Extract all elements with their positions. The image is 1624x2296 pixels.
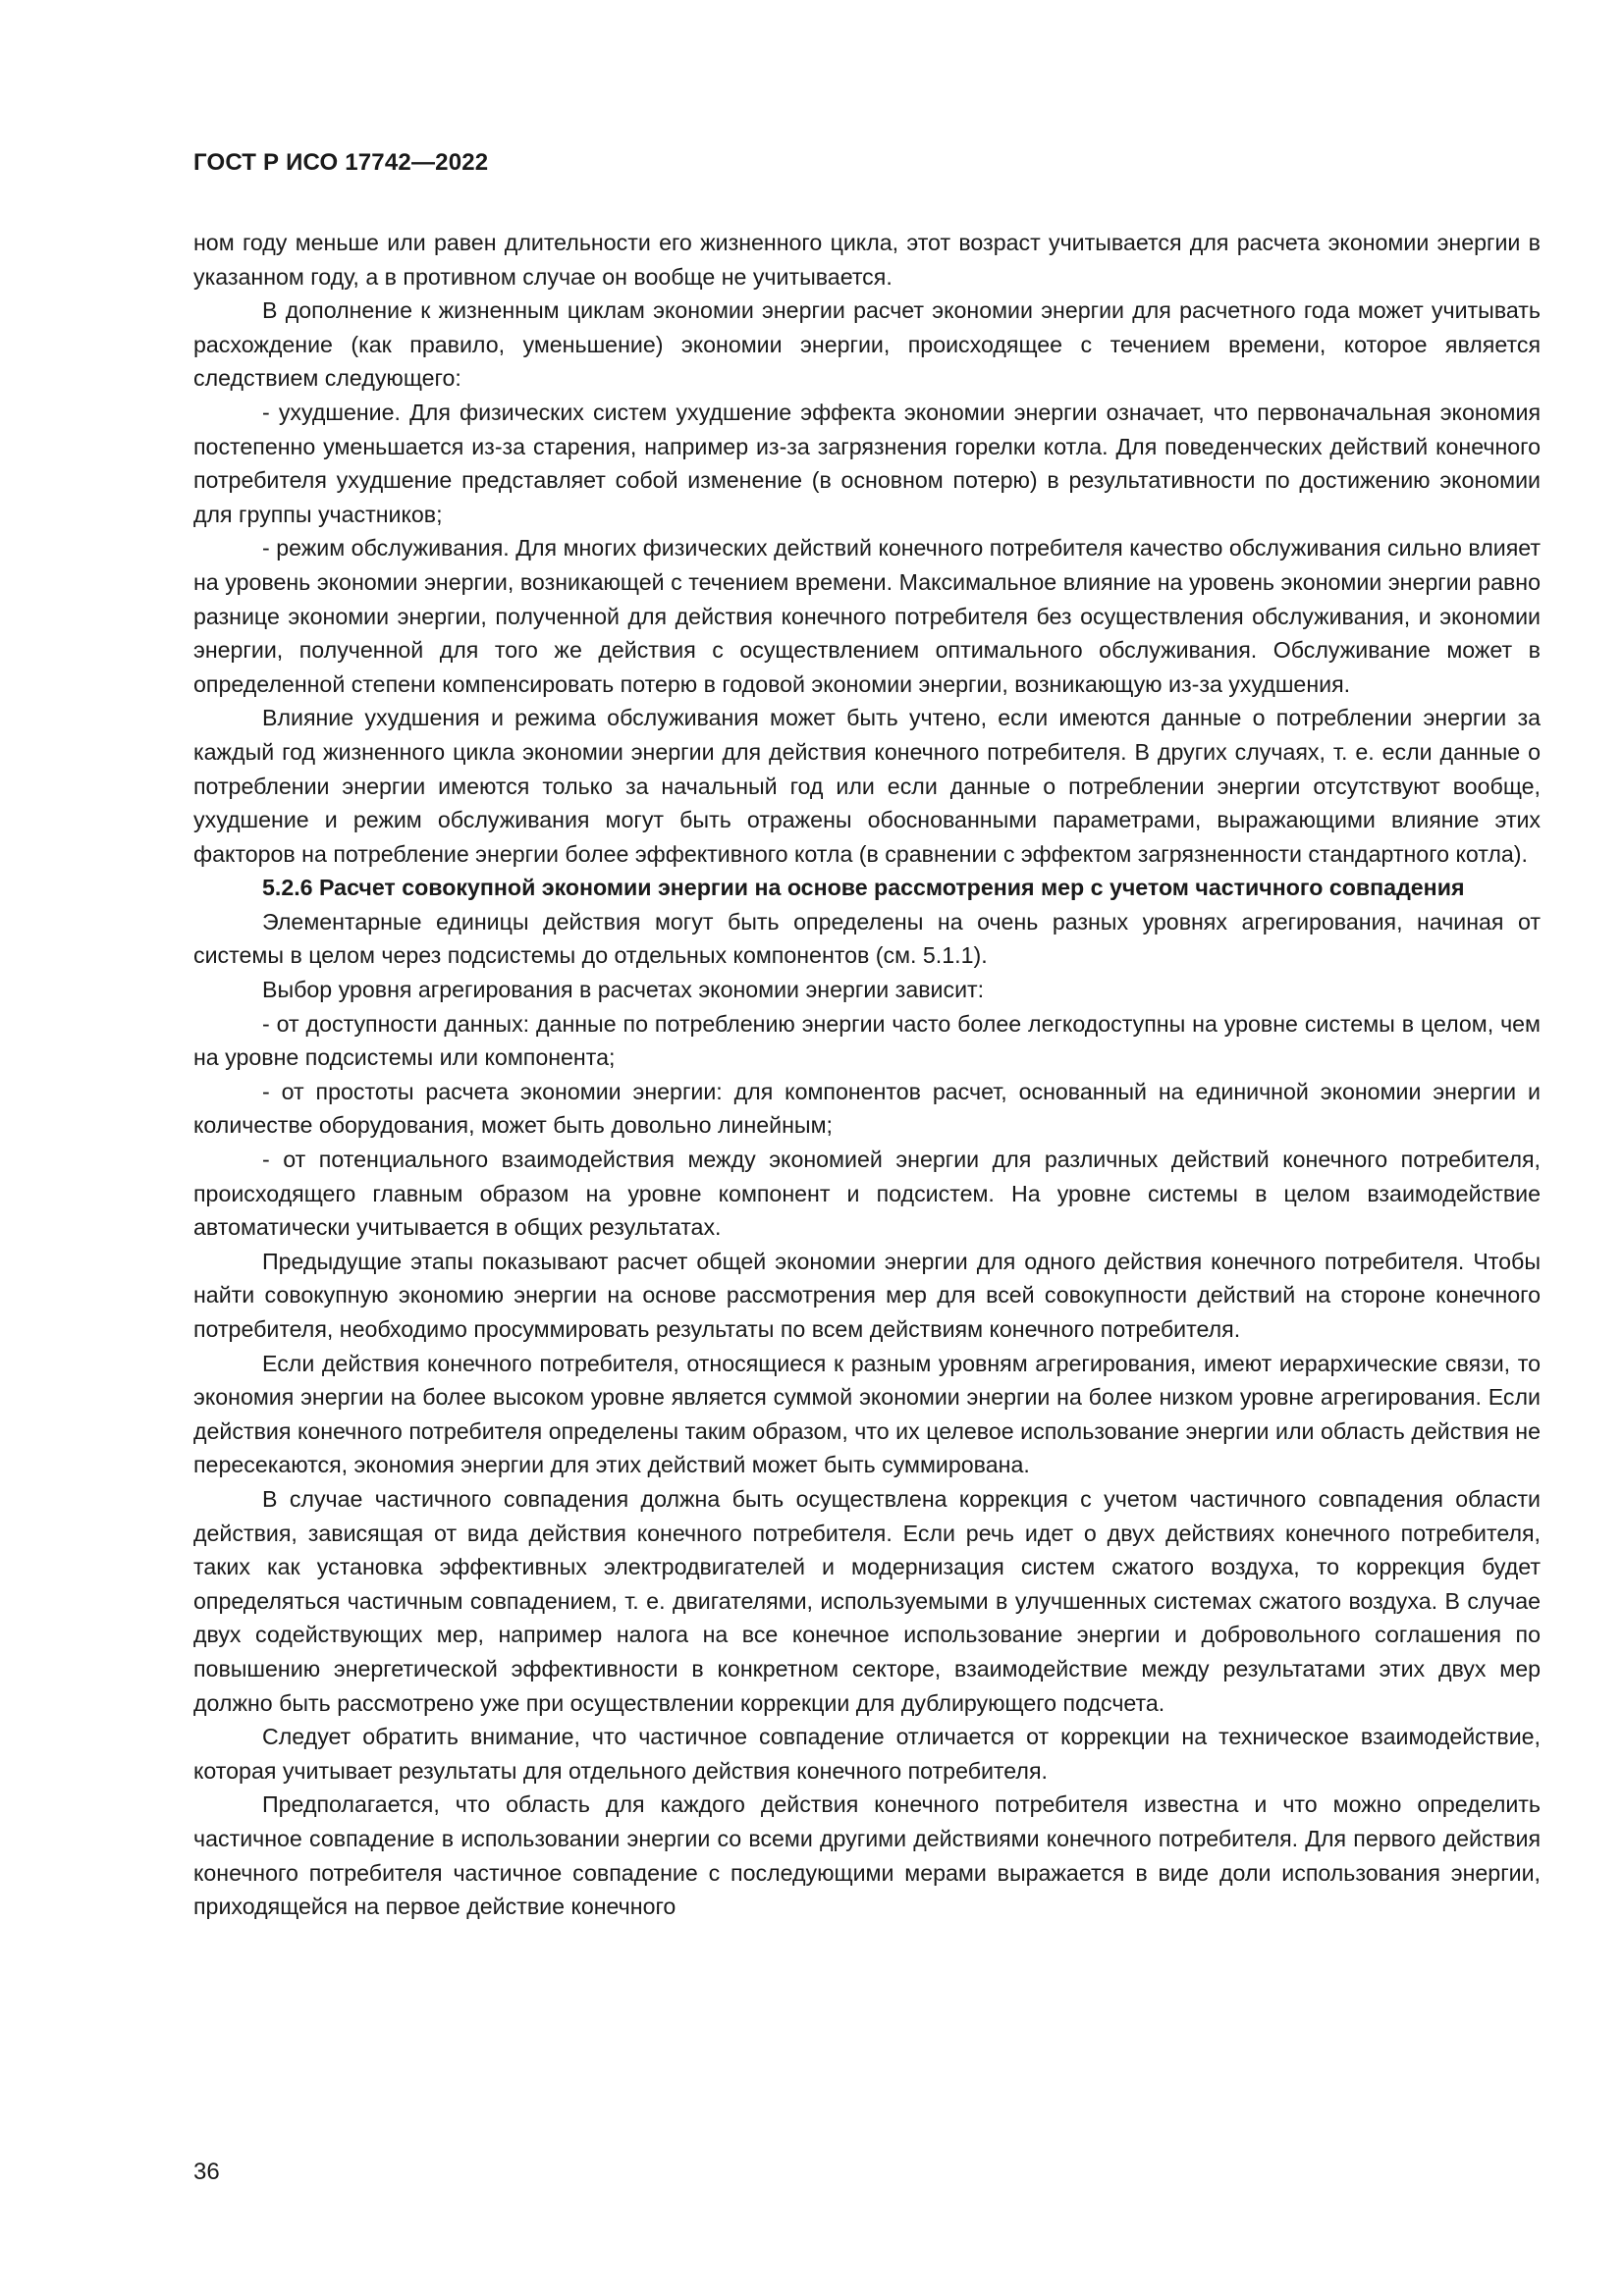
page-number: 36 — [193, 2159, 220, 2185]
paragraph: Следует обратить внимание, что частичное совпадение отличается от коррекции на техническое взаимодействие, которая учитывает результаты для отдельного действия конечного потребителя. — [193, 1724, 1541, 1784]
list-item: - от потенциального взаимодействия между экономией энергии для различных действий конечного потребителя, происходящего главным образом на уровне компонент и подсистем. На уровне системы в целом взаимодействие автоматически учитывается в общих результатах. — [193, 1147, 1541, 1241]
paragraph: В дополнение к жизненным циклам экономии энергии расчет экономии энергии для расчетного года может учитывать расхождение (как правило, уменьшение) экономии энергии, происходящее с течением времени, которое является следствием следующего: — [193, 297, 1541, 392]
paragraph: ном году меньше или равен длительности его жизненного цикла, этот возраст учитывается для расчета экономии энергии в указанном году, а в противном случае он вообще не учитывается. — [193, 230, 1541, 290]
body-text — [193, 226, 1541, 1924]
list-item: - от доступности данных: данные по потреблению энергии часто более легкодоступны на уровне системы в целом, чем на уровне подсистемы или компонента; — [193, 1010, 1541, 1071]
standard-header: ГОСТ Р ИСО 17742—2022 — [193, 149, 489, 176]
paragraph: Предыдущие этапы показывают расчет общей экономии энергии для одного действия конечного потребителя. Чтобы найти совокупную экономию энергии на основе рассмотрения мер для всей совокупности действий на стороне конечного потребителя, необходимо просуммировать результаты по всем действиям конечного потребителя. — [193, 1248, 1541, 1342]
paragraph: Влияние ухудшения и режима обслуживания может быть учтено, если имеются данные о потреблении энергии за каждый год жизненного цикла экономии энергии для действия конечного потребителя. В других случаях, т. е. если данные о потреблении энергии имеются только за начальный год или если данные о потреблении энергии отсутствуют вообще, ухудшение и режим обслуживания могут быть отражены обоснованными параметрами, выражающими влияние этих факторов на потребление энергии более эффективного котла (в сравнении с эффектом загрязненности стандартного котла). — [193, 705, 1541, 867]
list-item: - ухудшение. Для физических систем ухудшение эффекта экономии энергии означает, что первоначальная экономия постепенно уменьшается из-за старения, например из-за загрязнения горелки котла. Для поведенческих действий конечного потребителя ухудшение представляет собой изменение (в основном потерю) в результативности по достижению экономии для группы участников; — [193, 399, 1541, 527]
list-item: - режим обслуживания. Для многих физических действий конечного потребителя качество обслуживания сильно влияет на уровень экономии энергии, возникающей с течением времени. Максимальное влияние на уровень экономии энергии равно разнице экономии энергии, полученной для действия конечного потребителя без осуществления обслуживания, и экономии энергии, полученной для того же действия с осуществлением оптимального обслуживания. Обслуживание может в определенной степени компенсировать потерю в годовой экономии энергии, возникающую из-за ухудшения. — [193, 535, 1541, 697]
paragraph: Выбор уровня агрегирования в расчетах экономии энергии зависит: — [262, 977, 985, 1003]
paragraph: Если действия конечного потребителя, относящиеся к разным уровням агрегирования, имеют иерархические связи, то экономия энергии на более высоком уровне является суммой экономии энергии на более низком уровне агрегирования. Если действия конечного потребителя определены таким образом, что их целевое использование энергии или область действия не пересекаются, экономия энергии для этих действий может быть суммирована. — [193, 1350, 1541, 1478]
paragraph: Предполагается, что область для каждого действия конечного потребителя известна и что можно определить частичное совпадение в использовании энергии со всеми другими действиями конечного потребителя. Для первого действия конечного потребителя частичное совпадение с последующими мерами выражается в виде доли использования энергии, приходящейся на первое действие конечного — [193, 1791, 1541, 1920]
paragraph: Элементарные единицы действия могут быть определены на очень разных уровнях агрегирования, начиная от системы в целом через подсистемы до отдельных компонентов (см. 5.1.1). — [193, 908, 1541, 969]
paragraph: В случае частичного совпадения должна быть осуществлена коррекция с учетом частичного совпадения области действия, зависящая от вида действия конечного потребителя. Если речь идет о двух действиях конечного потребителя, таких как установка эффективных электродвигателей и модернизация систем сжатого воздуха, то коррекция будет определяться частичным совпадением, т. е. двигателями, используемыми в улучшенных системах сжатого воздуха. В случае двух содействующих мер, например налога на все конечное использование энергии и добровольного соглашения по повышению энергетической эффективности в конкретном секторе, взаимодействие между результатами этих двух мер должно быть рассмотрено уже при осуществлении коррекции для дублирующего подсчета. — [193, 1485, 1541, 1716]
section-heading: 5.2.6 Расчет совокупной экономии энергии на основе рассмотрения мер с учетом частичного совпадения — [262, 875, 1465, 901]
list-item: - от простоты расчета экономии энергии: для компонентов расчет, основанный на единичной экономии энергии и количестве оборудования, может быть довольно линейным; — [193, 1078, 1541, 1139]
